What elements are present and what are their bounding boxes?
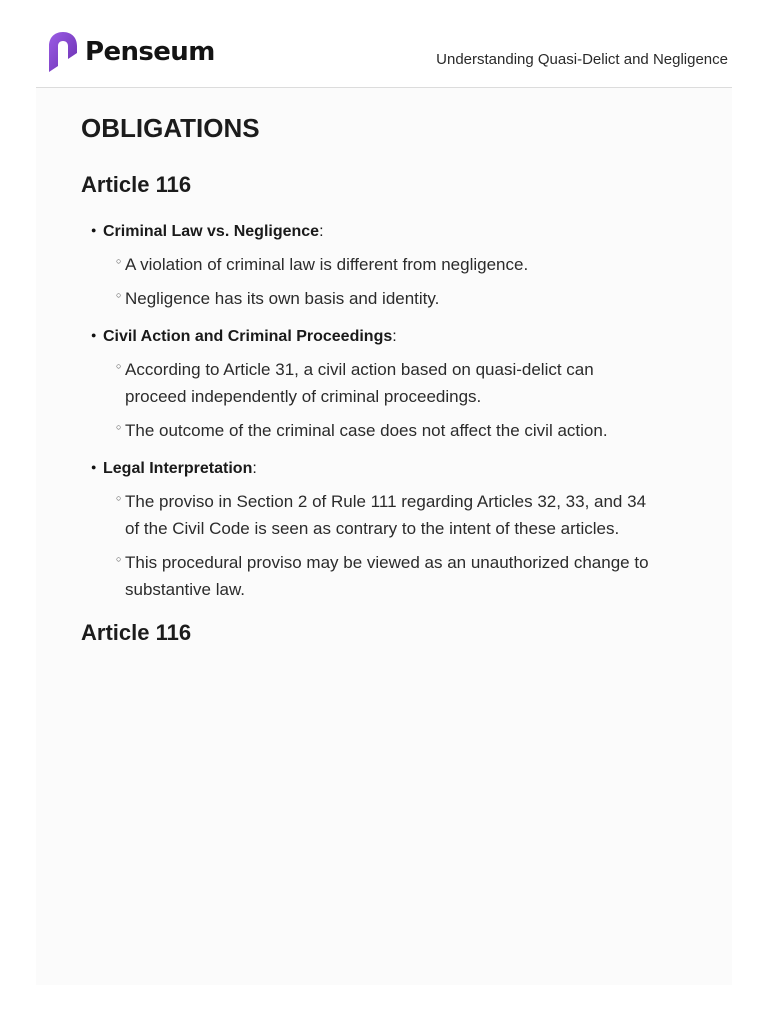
bullet-icon: ● <box>91 462 97 472</box>
item-title: Criminal Law vs. Negligence: <box>103 223 324 240</box>
sub-bullet-icon: ○ <box>116 290 122 300</box>
list-item <box>81 326 651 444</box>
sub-list-item: ○ According to Article 31, a civil action based on quasi-delict can proceed independently of criminal proceedings. <box>103 356 651 410</box>
document-page <box>36 88 732 985</box>
item-title: Legal Interpretation: <box>103 460 257 477</box>
section-heading: Article 116 <box>81 172 192 197</box>
sub-list-item: ○ The outcome of the criminal case does not affect the civil action. <box>103 417 651 444</box>
document-title: Understanding Quasi-Delict and Negligence <box>436 51 728 68</box>
sub-list <box>103 488 651 603</box>
main-heading: OBLIGATIONS <box>81 113 260 143</box>
page-header <box>36 0 732 88</box>
list-item <box>81 221 651 312</box>
penseum-logo-icon <box>48 31 78 73</box>
sub-bullet-icon: ○ <box>116 493 122 503</box>
sub-bullet-icon: ○ <box>116 256 122 266</box>
brand-logo[interactable] <box>48 30 215 74</box>
bullet-icon: ● <box>91 330 97 340</box>
sub-list-item: ○ This procedural proviso may be viewed as an unauthorized change to substantive law. <box>103 549 651 603</box>
item-title: Civil Action and Criminal Proceedings: <box>103 328 397 345</box>
sub-list <box>103 251 651 312</box>
section-heading: Article 116 <box>81 620 192 645</box>
bullet-icon: ● <box>91 225 97 235</box>
sub-bullet-icon: ○ <box>116 361 122 371</box>
document-content <box>81 108 651 649</box>
sub-bullet-icon: ○ <box>116 554 122 564</box>
sub-list-item: ○ The proviso in Section 2 of Rule 111 regarding Articles 32, 33, and 34 of the Civil Code is seen as contrary to the intent of these articles. <box>103 488 651 542</box>
sub-list-item: ○ Negligence has its own basis and identity. <box>103 285 651 312</box>
sub-list <box>103 356 651 444</box>
bullet-list <box>81 221 651 603</box>
list-item <box>81 458 651 603</box>
sub-list-item: ○ A violation of criminal law is different from negligence. <box>103 251 651 278</box>
brand-name: Penseum <box>85 37 215 67</box>
sub-bullet-icon: ○ <box>116 422 122 432</box>
